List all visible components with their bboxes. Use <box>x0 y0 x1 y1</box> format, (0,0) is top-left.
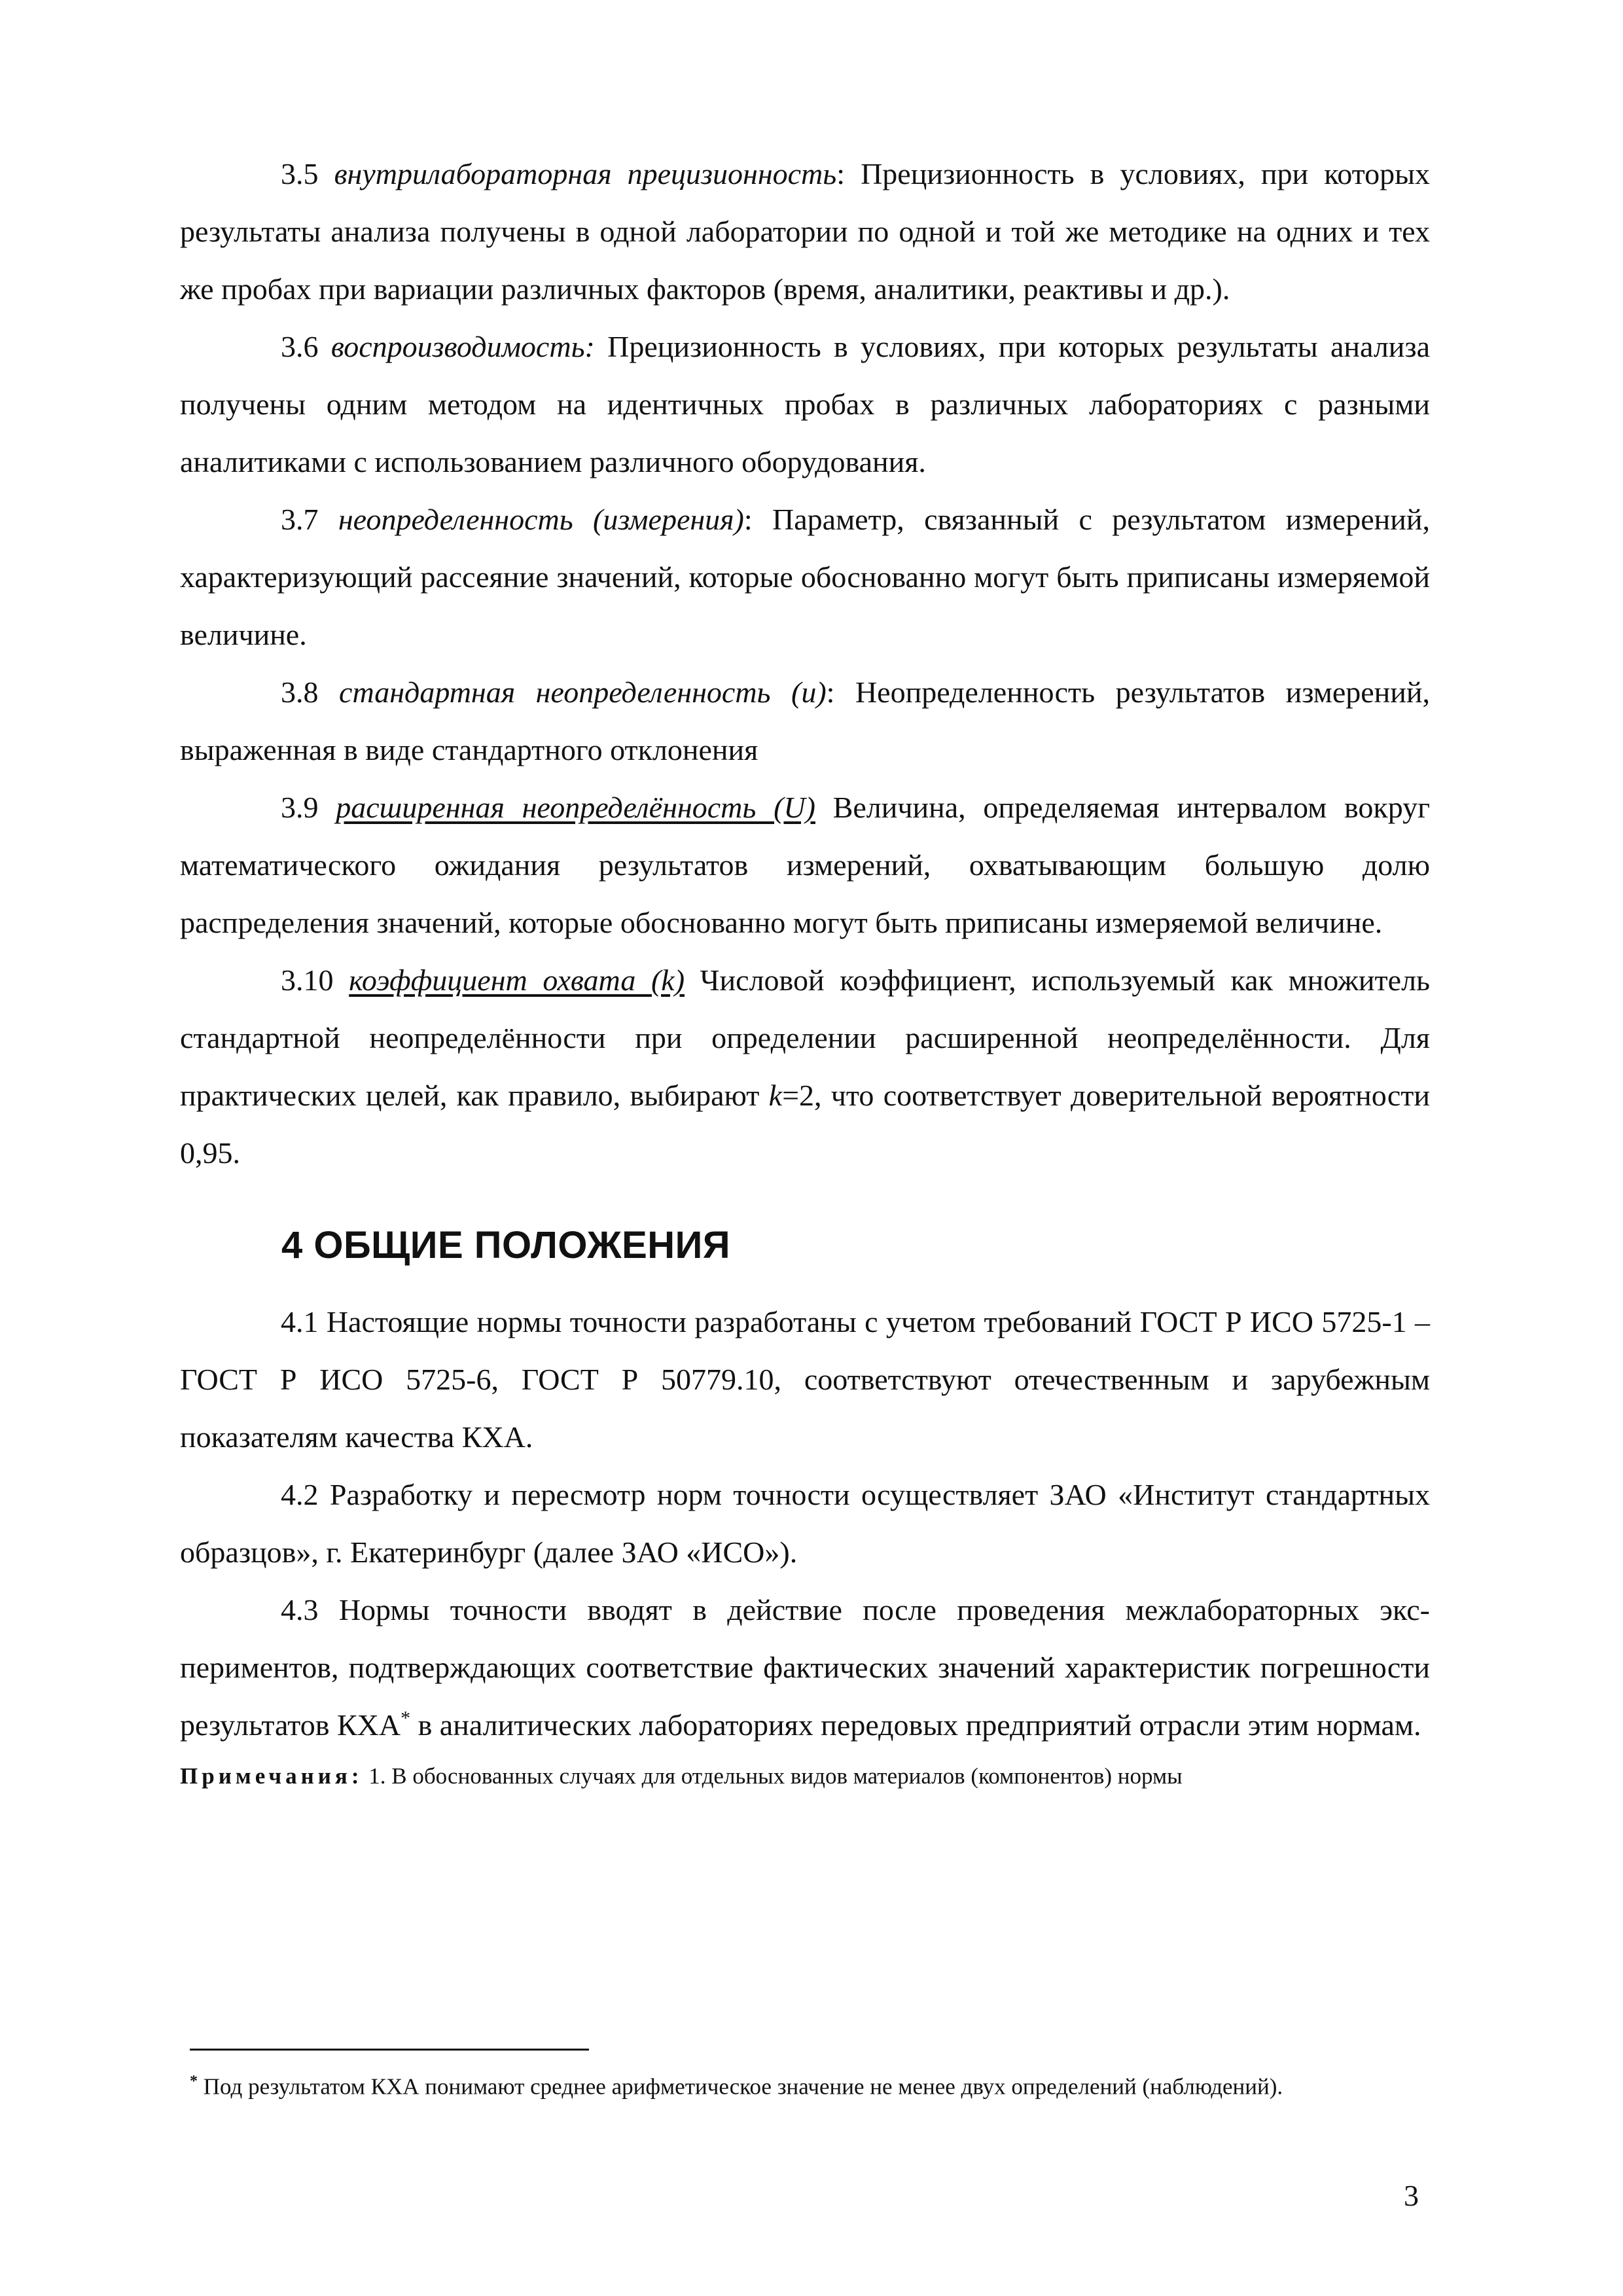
definition-3-5 <box>180 145 1430 318</box>
notes <box>180 1757 1430 1796</box>
footnote-text: Под результатом КХА понимают среднее арифметическое значение не менее двух определений (наблюдений). <box>198 2073 1283 2100</box>
definition-3-7 <box>180 491 1430 664</box>
clause-text: 4.3 Нормы точности вводят в действие после проведения межлабораторных экспериментов, подтверждающих соответствие фактических значений характеристик погрешности результатов КХА <box>180 1593 1430 1742</box>
footnote-reference: * <box>401 1707 411 1729</box>
item-number: 3.7 <box>281 503 338 536</box>
definition-text: Прецизионность в условиях, при которых результаты анализа получены в одной лаборатории по одной и той же методике на одних и тех же пробах при вариации различных факторов (время, аналитики, реактивы и др.). <box>180 157 1431 306</box>
item-number: 3.8 <box>281 675 340 709</box>
section-heading: 4 ОБЩИЕ ПОЛОЖЕНИЯ <box>281 1224 731 1266</box>
item-number: 3.5 <box>281 157 334 190</box>
page-number: 3 <box>1404 2179 1419 2212</box>
term: расширенная неопределённость (U) <box>336 791 815 824</box>
definition-3-8 <box>180 664 1430 779</box>
note-text: 1. В обоснованных случаях для отдельных видов материалов (компонентов) нормы <box>363 1763 1183 1789</box>
item-number: 3.6 <box>281 330 331 363</box>
notes-label: Примечания: <box>180 1763 363 1789</box>
item-number: 3.9 <box>281 791 336 824</box>
clause-4-3 <box>180 1581 1430 1754</box>
footnote <box>190 2060 1430 2108</box>
variable-k: k <box>768 1079 783 1112</box>
page-body <box>180 145 1430 1796</box>
clause-4-2: 4.2 Разработку и пересмотр норм точности осуществляет ЗАО «Институт стандартных образцов», г. Екатеринбург (далее ЗАО «ИСО»). <box>180 1478 1430 1569</box>
definition-text: Прецизионность в условиях, при которых результаты анализа получены одним методом на идентичных пробах в различных лабораториях с разными аналитиками с использованием различного оборудования. <box>180 330 1430 478</box>
term: стандартная неопределенность (u) <box>339 675 827 709</box>
footnote-mark: * <box>190 2073 198 2090</box>
item-number: 3.10 <box>281 963 349 997</box>
clause-text-end: в аналитических лабораториях передовых предприятий отрасли этим нормам. <box>410 1708 1421 1742</box>
definition-3-10 <box>180 952 1430 1182</box>
definition-text-end: =2, что соответствует доверительной вероятности 0,95. <box>180 1079 1431 1170</box>
term: неопределенность (измерения) <box>338 503 744 536</box>
definition-text: : Параметр, связанный с результатом измерений, характеризующий рассеяние значений, которые обоснованно могут быть приписаны измеряемой величине. <box>180 503 1431 651</box>
term: внутрилабораторная прецизионность <box>334 157 837 190</box>
clause-4-1: 4.1 Настоящие нормы точности разработаны с учетом требований ГОСТ Р ИСО 5725-1 – ГОСТ Р ИСО 5725-6, ГОСТ Р 50779.10, соответствуют отечественным и зарубежным показателям качества КХА. <box>180 1305 1430 1454</box>
definition-3-6 <box>180 318 1430 491</box>
definition-3-9 <box>180 779 1430 952</box>
footnote-divider <box>190 2049 589 2051</box>
definition-text: Величина, определяемая интервалом вокруг математического ожидания результатов измерений, охватывающим большую долю распределения значений, которые обоснованно могут быть приписаны измеряемой величине. <box>180 791 1430 939</box>
definition-text: Числовой коэффициент, используемый как множитель стандартной неопределённости при определении расширенной неопределённости. Для практических целей, как правило, выбирают <box>180 963 1431 1112</box>
colon: : <box>836 157 845 190</box>
term: воспроизводимость: <box>330 330 595 363</box>
term: коэффициент охвата (k) <box>349 963 685 997</box>
definition-text: : Неопределенность результатов измерений, выраженная в виде стандартного отклонения <box>180 675 1431 766</box>
